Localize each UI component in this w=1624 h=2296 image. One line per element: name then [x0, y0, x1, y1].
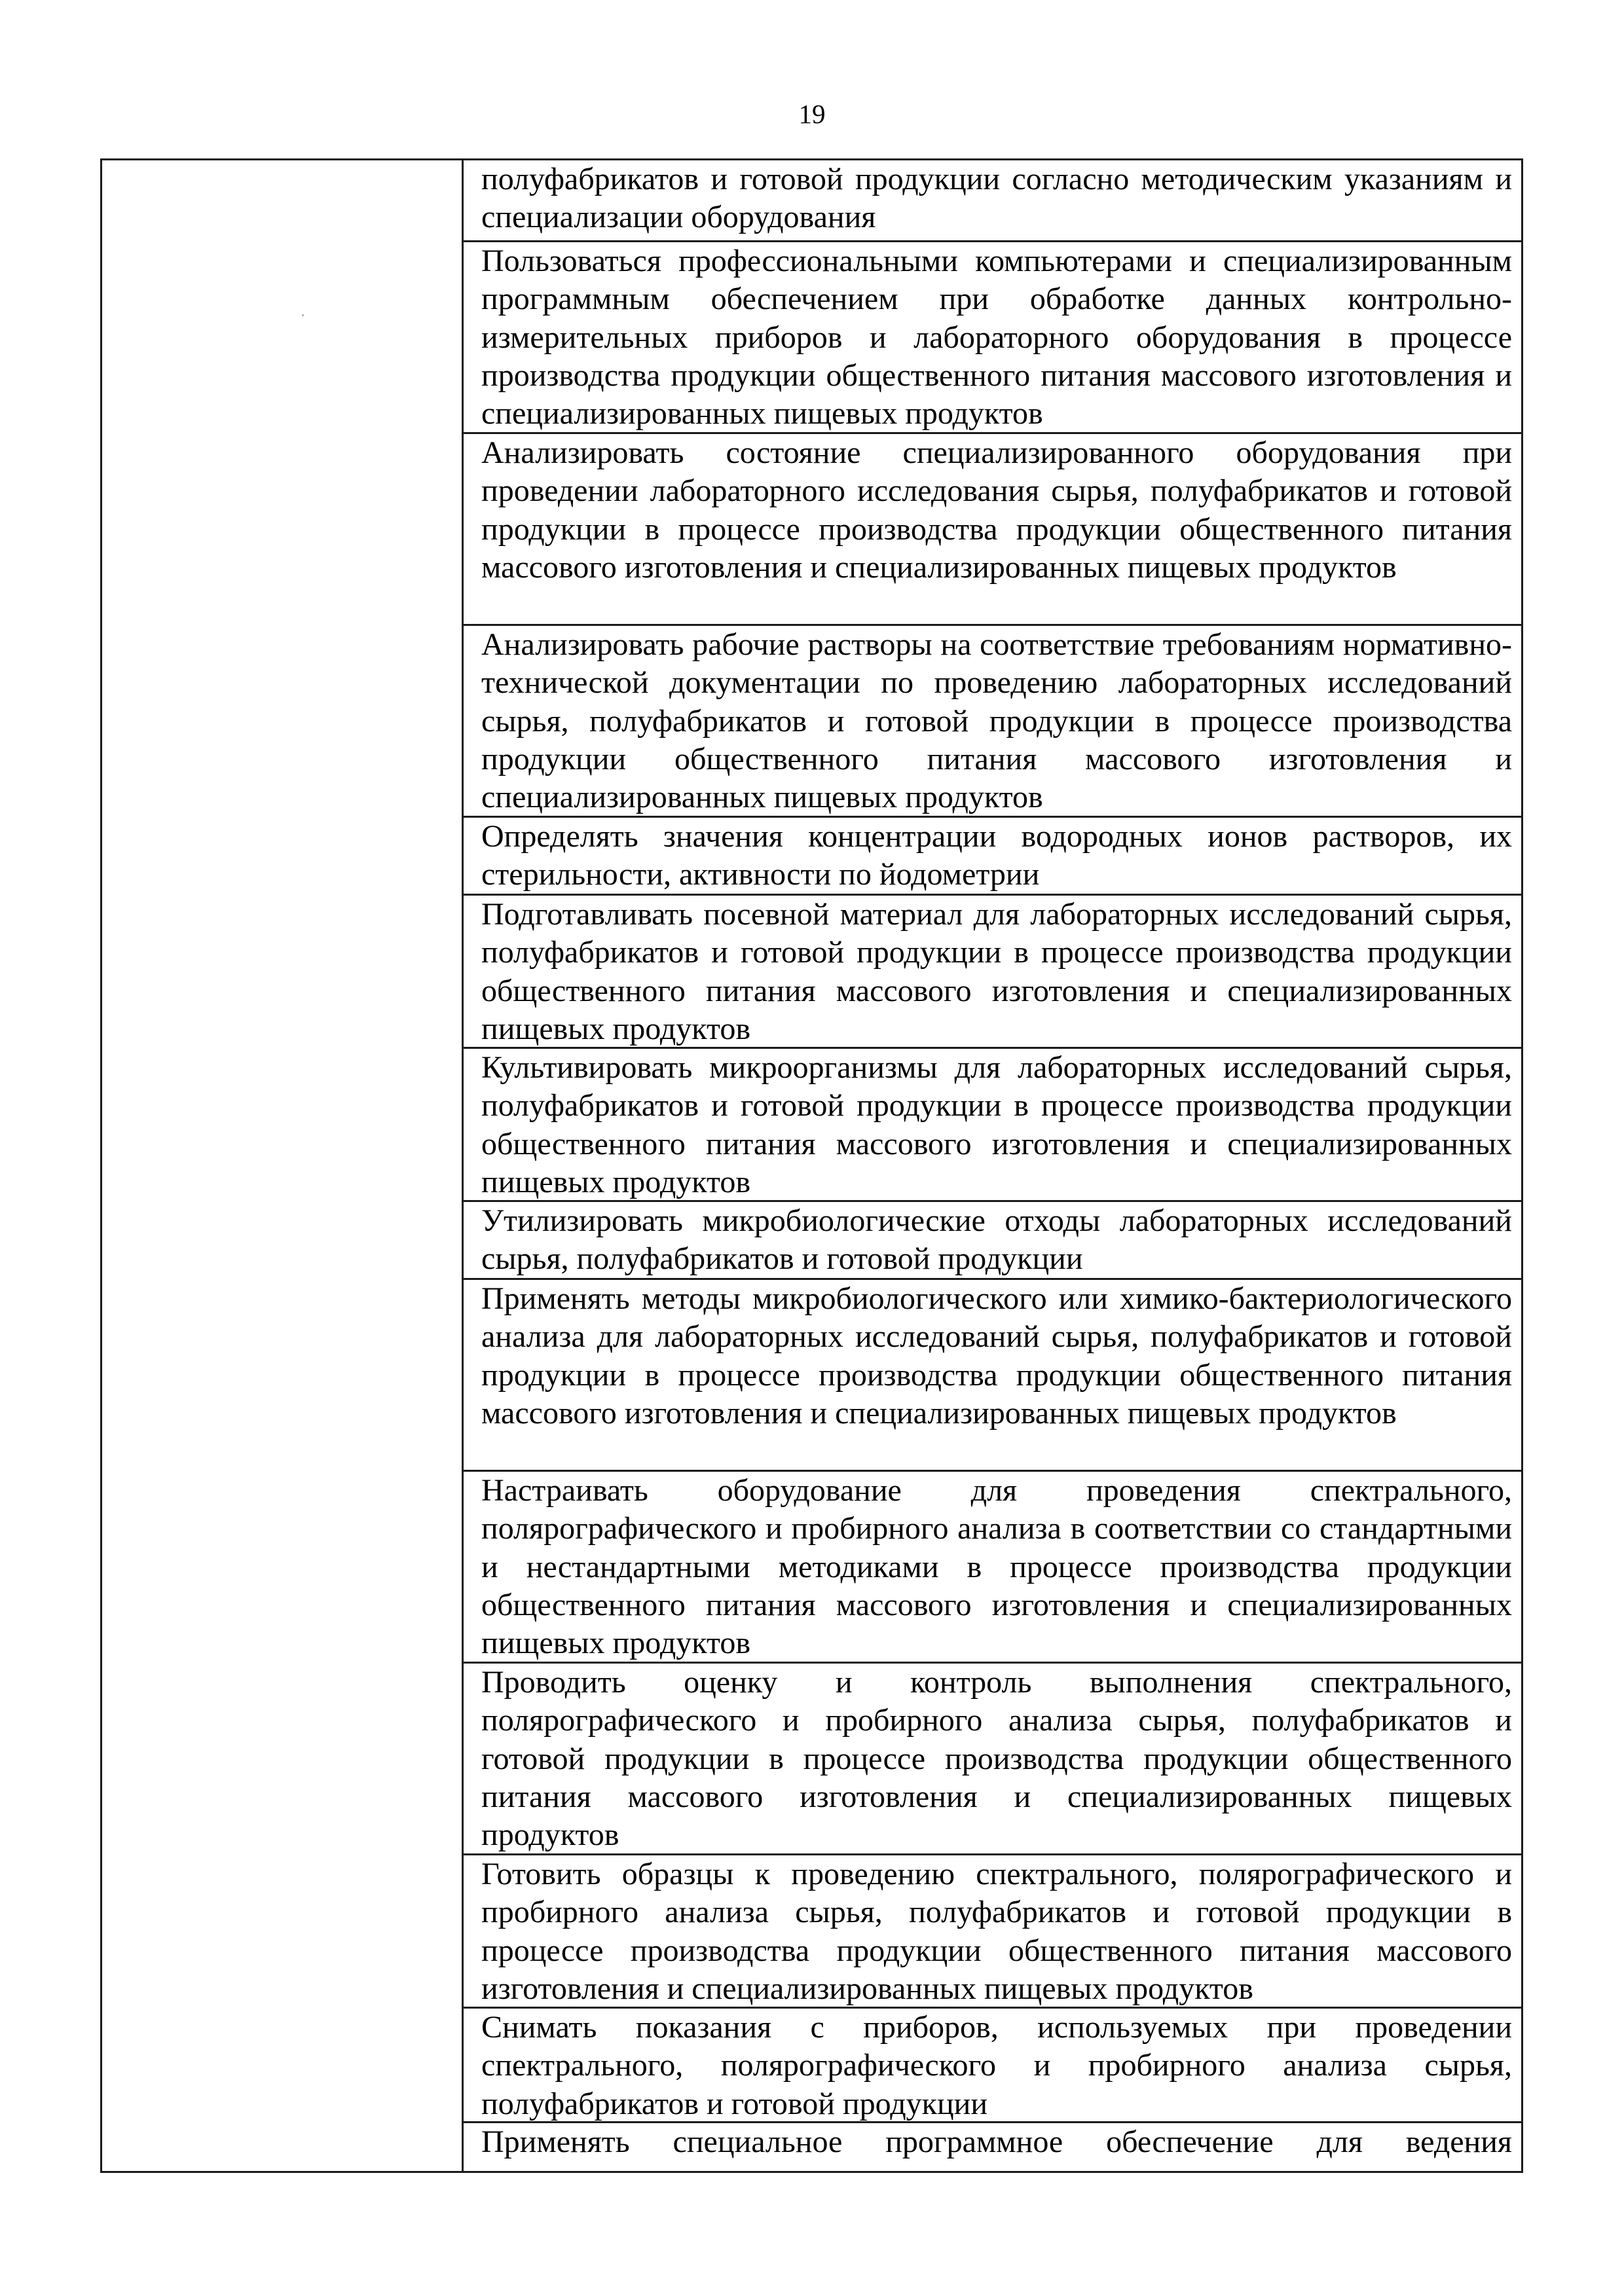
table-row: Проводить оценку и контроль выполнения спектрального, полярографического и пробирного анализа сырья, полуфабрикатов и готовой продукции в процессе производства продукции общественного питания массового изготовления и специализированных пищевых продуктов	[464, 1664, 1521, 1855]
table-row: Применять специальное программное обеспечение для ведения	[481, 2124, 1512, 2159]
table-row: полуфабрикатов и готовой продукции согласно методическим указаниям и специализации оборудования	[464, 160, 1521, 242]
table-row: Анализировать рабочие растворы на соответствие требованиям нормативно-технической документации по проведению лабораторных исследований сырья, полуфабрикатов и готовой продукции в процессе производства продукции общественного питания массового изготовления и специализированных пищевых продуктов	[464, 626, 1521, 818]
table-row: Утилизировать микробиологические отходы лабораторных исследований сырья, полуфабрикатов и готовой продукции	[464, 1202, 1521, 1280]
table-row: Подготавливать посевной материал для лабораторных исследований сырья, полуфабрикатов и готовой продукции в процессе производства продукции общественного питания массового изготовления и специализированных пищевых продуктов	[464, 896, 1521, 1049]
table-row: Культивировать микроорганизмы для лабораторных исследований сырья, полуфабрикатов и готовой продукции в процессе производства продукции общественного питания массового изготовления и специализированных пищевых продуктов	[464, 1049, 1521, 1202]
table-row: Готовить образцы к проведению спектрального, полярографического и пробирного анализа сырья, полуфабрикатов и готовой продукции в процессе производства продукции общественного питания массового изготовления и специализированных пищевых продуктов	[464, 1855, 1521, 2009]
table-row: Пользоваться профессиональными компьютерами и специализированным программным обеспечением при обработке данных контрольно-измерительных приборов и лабораторного оборудования в процессе производства продукции общественного питания массового изготовления и специализированных пищевых продуктов	[464, 242, 1521, 434]
skills-table	[100, 158, 1523, 2173]
table-row: Снимать показания с приборов, используемых при проведении спектрального, полярографического и пробирного анализа сырья, полуфабрикатов и готовой продукции	[464, 2009, 1521, 2123]
table-row: Применять методы микробиологического или химико-бактериологического анализа для лабораторных исследований сырья, полуфабрикатов и готовой продукции в процессе производства продукции общественного питания массового изготовления и специализированных пищевых продуктов	[464, 1280, 1521, 1472]
scan-speck	[302, 314, 304, 316]
table-row: Настраивать оборудование для проведения спектрального, полярографического и пробирного анализа в соответствии со стандартными и нестандартными методиками в процессе производства продукции общественного питания массового изготовления и специализированных пищевых продуктов	[464, 1472, 1521, 1664]
table-left-column	[102, 160, 464, 2171]
page-number: 19	[798, 99, 826, 129]
table-row: Определять значения концентрации водородных ионов растворов, их стерильности, активности по йодометрии	[464, 818, 1521, 896]
table-right-column	[464, 160, 1521, 2171]
table-row: Анализировать состояние специализированного оборудования при проведении лабораторного исследования сырья, полуфабрикатов и готовой продукции в процессе производства продукции общественного питания массового изготовления и специализированных пищевых продуктов	[464, 434, 1521, 626]
